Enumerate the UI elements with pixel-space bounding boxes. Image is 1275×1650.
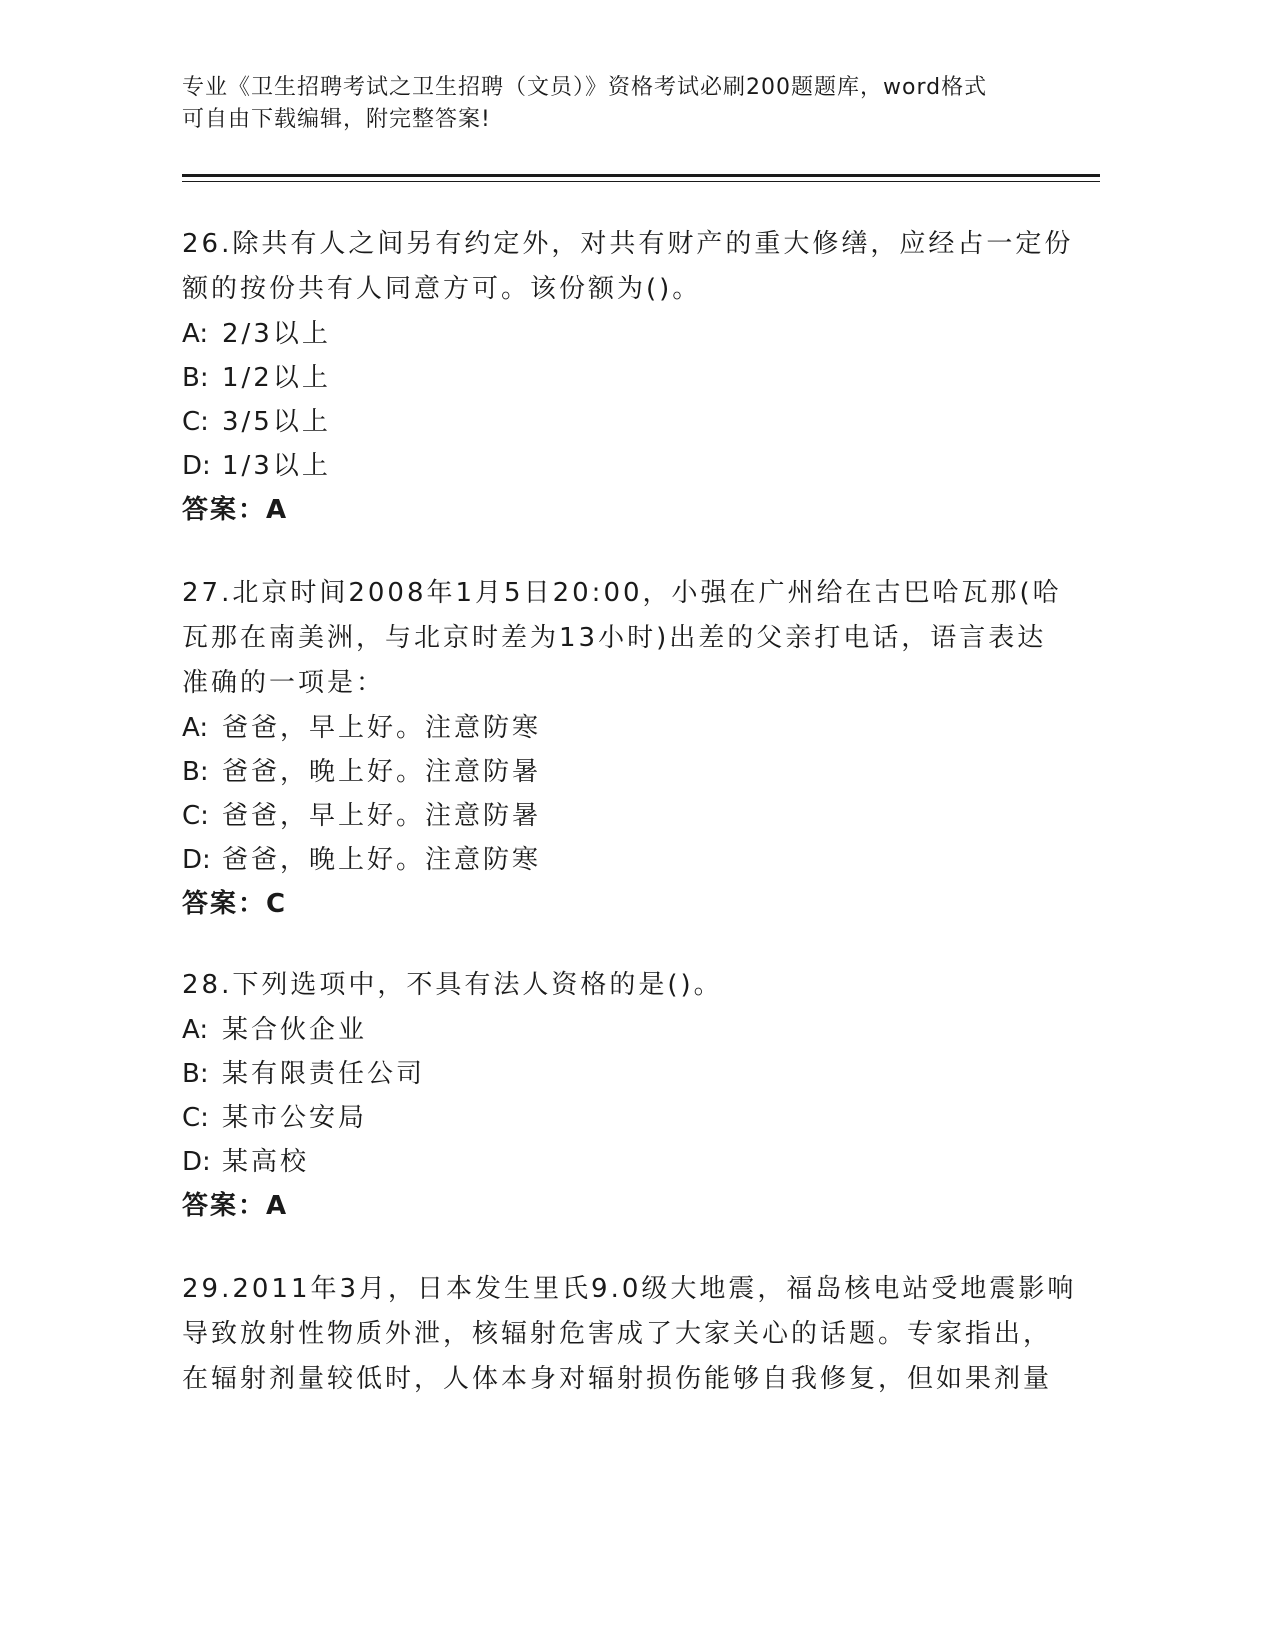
answer-line: 答案：A xyxy=(182,495,289,525)
option-text: 爸爸，早上好。注意防寒 xyxy=(222,713,542,743)
option-letter: B: xyxy=(182,363,209,393)
header-divider-thin xyxy=(182,181,1100,182)
option-d xyxy=(182,444,1062,488)
question-29 xyxy=(182,1267,1077,1402)
option-text: 3/5以上 xyxy=(222,407,331,437)
question-stem-line: 准确的一项是： xyxy=(182,668,386,698)
option-d xyxy=(182,838,1062,882)
header-line-2: 可自由下载编辑，附完整答案! xyxy=(182,107,491,132)
question-stem-line: 28.下列选项中，不具有法人资格的是()。 xyxy=(182,970,723,1000)
question-27 xyxy=(182,571,1062,926)
question-stem-line: 26.除共有人之间另有约定外，对共有财产的重大修缮，应经占一定份 xyxy=(182,229,1074,259)
option-letter: B: xyxy=(182,757,209,787)
option-text: 1/2以上 xyxy=(222,363,331,393)
question-stem-line: 27.北京时间2008年1月5日20:00，小强在广州给在古巴哈瓦那(哈 xyxy=(182,578,1062,608)
option-letter: A: xyxy=(182,1015,209,1045)
option-text: 某高校 xyxy=(222,1147,310,1177)
option-a xyxy=(182,312,1062,356)
option-text: 爸爸，晚上好。注意防暑 xyxy=(222,757,542,787)
option-text: 2/3以上 xyxy=(222,319,331,349)
option-letter: B: xyxy=(182,1059,209,1089)
option-a xyxy=(182,1008,1062,1052)
option-text: 某市公安局 xyxy=(222,1103,368,1133)
option-text: 爸爸，早上好。注意防暑 xyxy=(222,801,542,831)
question-26 xyxy=(182,222,1074,532)
option-c xyxy=(182,400,1062,444)
question-stem-line: 导致放射性物质外泄，核辐射危害成了大家关心的话题。专家指出， xyxy=(182,1319,1053,1349)
option-text: 1/3以上 xyxy=(222,451,331,481)
option-c xyxy=(182,1096,1062,1140)
option-letter: C: xyxy=(182,407,209,437)
option-c xyxy=(182,794,1062,838)
option-letter: C: xyxy=(182,1103,209,1133)
option-letter: A: xyxy=(182,319,209,349)
question-stem-line: 在辐射剂量较低时，人体本身对辐射损伤能够自我修复，但如果剂量 xyxy=(182,1364,1053,1394)
option-letter: D: xyxy=(182,451,211,481)
option-letter: A: xyxy=(182,713,209,743)
question-28 xyxy=(182,963,1062,1228)
option-letter: C: xyxy=(182,801,209,831)
option-text: 爸爸，晚上好。注意防寒 xyxy=(222,845,542,875)
document-header xyxy=(182,72,1062,136)
answer-line: 答案：C xyxy=(182,889,288,919)
option-text: 某有限责任公司 xyxy=(222,1059,426,1089)
option-d xyxy=(182,1140,1062,1184)
answer-line: 答案：A xyxy=(182,1191,289,1221)
header-divider-thick xyxy=(182,174,1100,177)
option-b xyxy=(182,1052,1062,1096)
option-letter: D: xyxy=(182,1147,211,1177)
question-stem-line: 瓦那在南美洲，与北京时差为13小时)出差的父亲打电话，语言表达 xyxy=(182,623,1047,653)
header-line-1: 专业《卫生招聘考试之卫生招聘（文员）》资格考试必刷200题题库，word格式 xyxy=(182,75,988,100)
option-letter: D: xyxy=(182,845,211,875)
question-stem-line: 额的按份共有人同意方可。该份额为()。 xyxy=(182,274,702,304)
option-text: 某合伙企业 xyxy=(222,1015,368,1045)
option-b xyxy=(182,356,1062,400)
option-a xyxy=(182,706,1062,750)
option-b xyxy=(182,750,1062,794)
question-stem-line: 29.2011年3月，日本发生里氏9.0级大地震，福岛核电站受地震影响 xyxy=(182,1274,1077,1304)
